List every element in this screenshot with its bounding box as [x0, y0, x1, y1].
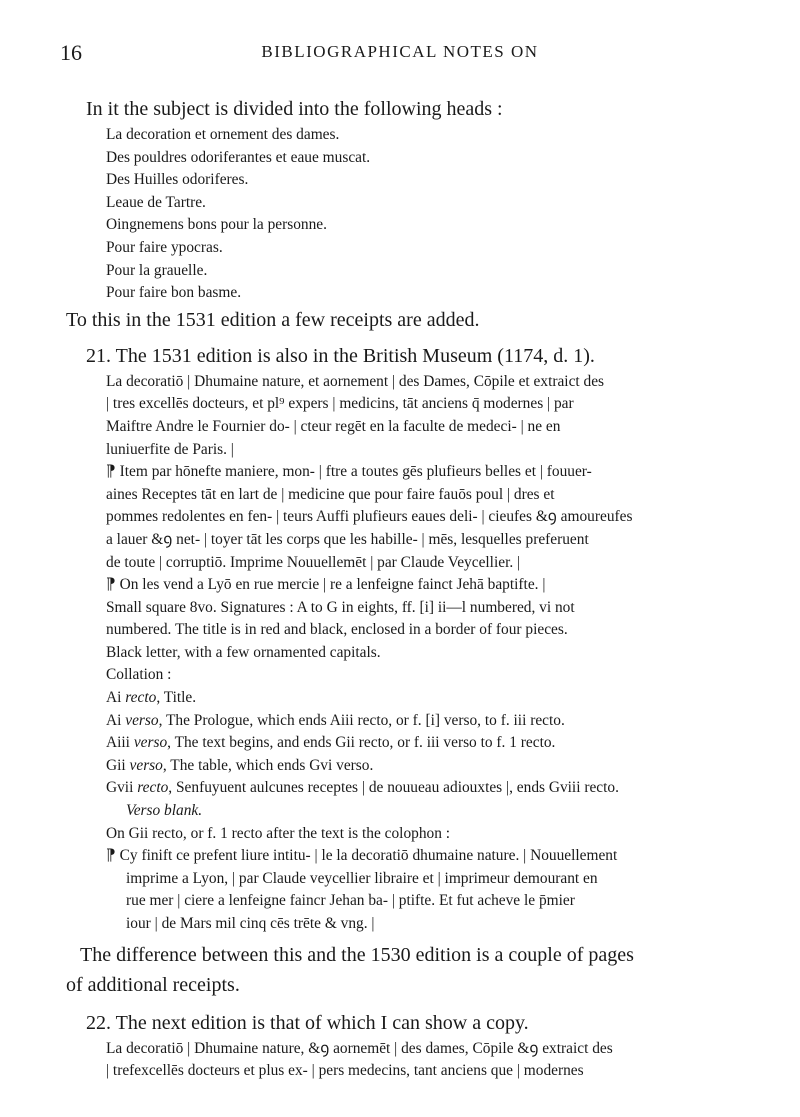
transcription-line: pommes redolentes en fen- | teurs Auffi plufieurs eaues deli- | cieufes &ꝯ amoureufes — [106, 508, 633, 526]
leaf-side: recto — [125, 689, 157, 707]
list-item: Pour faire ypocras. — [106, 238, 223, 256]
running-title: BIBLIOGRAPHICAL NOTES ON — [261, 42, 539, 61]
entry-22-heading: 22. The next edition is that of which I can show a copy. — [86, 1011, 529, 1034]
title-transcription — [106, 371, 720, 461]
colophon-transcription — [106, 845, 720, 935]
collation-label: Collation : — [106, 666, 172, 684]
paragraph-line: The difference between this and the 1530 edition is a couple of pages — [80, 943, 634, 966]
list-item: Oingnemens bons pour la personne. — [106, 216, 327, 234]
transcription-line: de toute | corruptiō. Imprime Nouuellemēt | par Claude Veycellier. | — [106, 553, 521, 571]
vend-line: ⁋ On les vend a Lyō en rue mercie | re a lenfeigne fainct Jehā baptifte. | — [106, 576, 546, 594]
leaf-side: recto — [137, 779, 169, 797]
entry-21-block — [80, 371, 720, 936]
transcription-line: Maiftre Andre le Fournier do- | cteur regēt en la faculte de medeci- | ne en — [106, 417, 561, 435]
signature: Ai — [106, 689, 122, 707]
description-line: Black letter, with a few ornamented capitals. — [106, 643, 381, 661]
receipts-added-line: To this in the 1531 edition a few receipts are added. — [66, 308, 480, 331]
bibliographic-description — [106, 597, 720, 665]
verso-blank: Verso blank. — [126, 802, 203, 820]
collation-text: , The table, which ends Gvi verso. — [162, 756, 374, 774]
transcription-line: | trefexcellēs docteurs et plus ex- | pers medecins, tant anciens que | modernes — [106, 1062, 584, 1080]
transcription-line: ⁋ Cy finift ce prefent liure intitu- | le la decoratiō dhumaine nature. | Nouuellement — [106, 847, 618, 865]
list-item: Pour la grauelle. — [106, 261, 208, 279]
collation-text: , The text begins, and ends Gii recto, or f. iii verso to f. 1 recto. — [167, 734, 556, 752]
signature: Gvii — [106, 779, 134, 797]
page-number: 16 — [60, 40, 82, 65]
item-transcription — [106, 461, 720, 574]
transcription-line: rue mer | ciere a lenfeigne faincr Jehan ba- | ptifte. Et fut acheve le p̄mier — [126, 892, 575, 910]
page-header — [60, 40, 740, 68]
list-item: Leaue de Tartre. — [106, 193, 206, 211]
list-item: Pour faire bon basme. — [106, 284, 242, 302]
list-item: Des Huilles odoriferes. — [106, 171, 249, 189]
description-line: Small square 8vo. Signatures : A to G in eights, ff. [i] ii—l numbered, vi not — [106, 598, 575, 616]
description-line: numbered. The title is in red and black, enclosed in a border of four pieces. — [106, 621, 568, 639]
transcription-line: ⁋ Item par hōnefte maniere, mon- | ftre a toutes gēs plufieurs belles et | fouuer- — [106, 463, 592, 481]
page-body — [66, 94, 720, 1083]
collation-list — [106, 687, 720, 823]
list-item: Des pouldres odoriferantes et eaue muscat. — [106, 148, 371, 166]
transcription-line: aines Receptes tāt en lart de | medicine que pour faire fauōs poul | dres et — [106, 485, 555, 503]
signature: Aiii — [106, 734, 130, 752]
collation-row — [106, 710, 720, 733]
leaf-side: verso — [133, 734, 168, 752]
transcription-line: imprime a Lyon, | par Claude veycellier libraire et | imprimeur demourant en — [126, 869, 598, 887]
entry-21-heading: 21. The 1531 edition is also in the British Museum (1174, d. 1). — [86, 344, 595, 367]
intro-line: In it the subject is divided into the following heads : — [86, 98, 503, 120]
signature: Ai — [106, 711, 122, 729]
transcription-line: iour | de Mars mil cinq cēs trēte & vng. | — [126, 915, 375, 932]
collation-row — [106, 777, 720, 800]
transcription-line: a lauer &ꝯ net- | toyer tāt les corps que les habille- | mēs, lesquelles preferuent — [106, 530, 589, 548]
leaf-side: verso — [125, 711, 159, 729]
list-item: La decoration et ornement des dames. — [106, 126, 340, 143]
transcription-line: luniuerfite de Paris. | — [106, 440, 234, 458]
collation-row — [106, 687, 720, 710]
paragraph-line: of additional receipts. — [66, 973, 240, 996]
leaf-side: verso — [129, 756, 163, 774]
entry-22-block — [80, 1038, 720, 1083]
collation-text: , The Prologue, which ends Aiii recto, or f. [i] verso, to f. iii recto. — [158, 711, 565, 729]
transcription-line: | tres excellēs docteurs, et pl⁹ expers | medicins, tāt anciens q̄ modernes | par — [106, 395, 574, 413]
colophon-intro: On Gii recto, or f. 1 recto after the text is the colophon : — [106, 824, 451, 842]
heads-list — [80, 124, 720, 305]
transcription-line: La decoratiō | Dhumaine nature, &ꝯ aornemēt | des dames, Cōpile &ꝯ extraict des — [106, 1039, 613, 1057]
difference-paragraph — [66, 940, 720, 1000]
collation-text: , Senfuyuent aulcunes receptes | de nouueau adiouxtes |, ends Gviii recto. — [168, 779, 619, 797]
signature: Gii — [106, 756, 126, 774]
collation-text: , Title. — [156, 689, 197, 707]
collation-row — [106, 732, 720, 755]
transcription-line: La decoratiō | Dhumaine nature, et aornement | des Dames, Cōpile et extraict des — [106, 372, 605, 390]
collation-row — [106, 755, 720, 778]
